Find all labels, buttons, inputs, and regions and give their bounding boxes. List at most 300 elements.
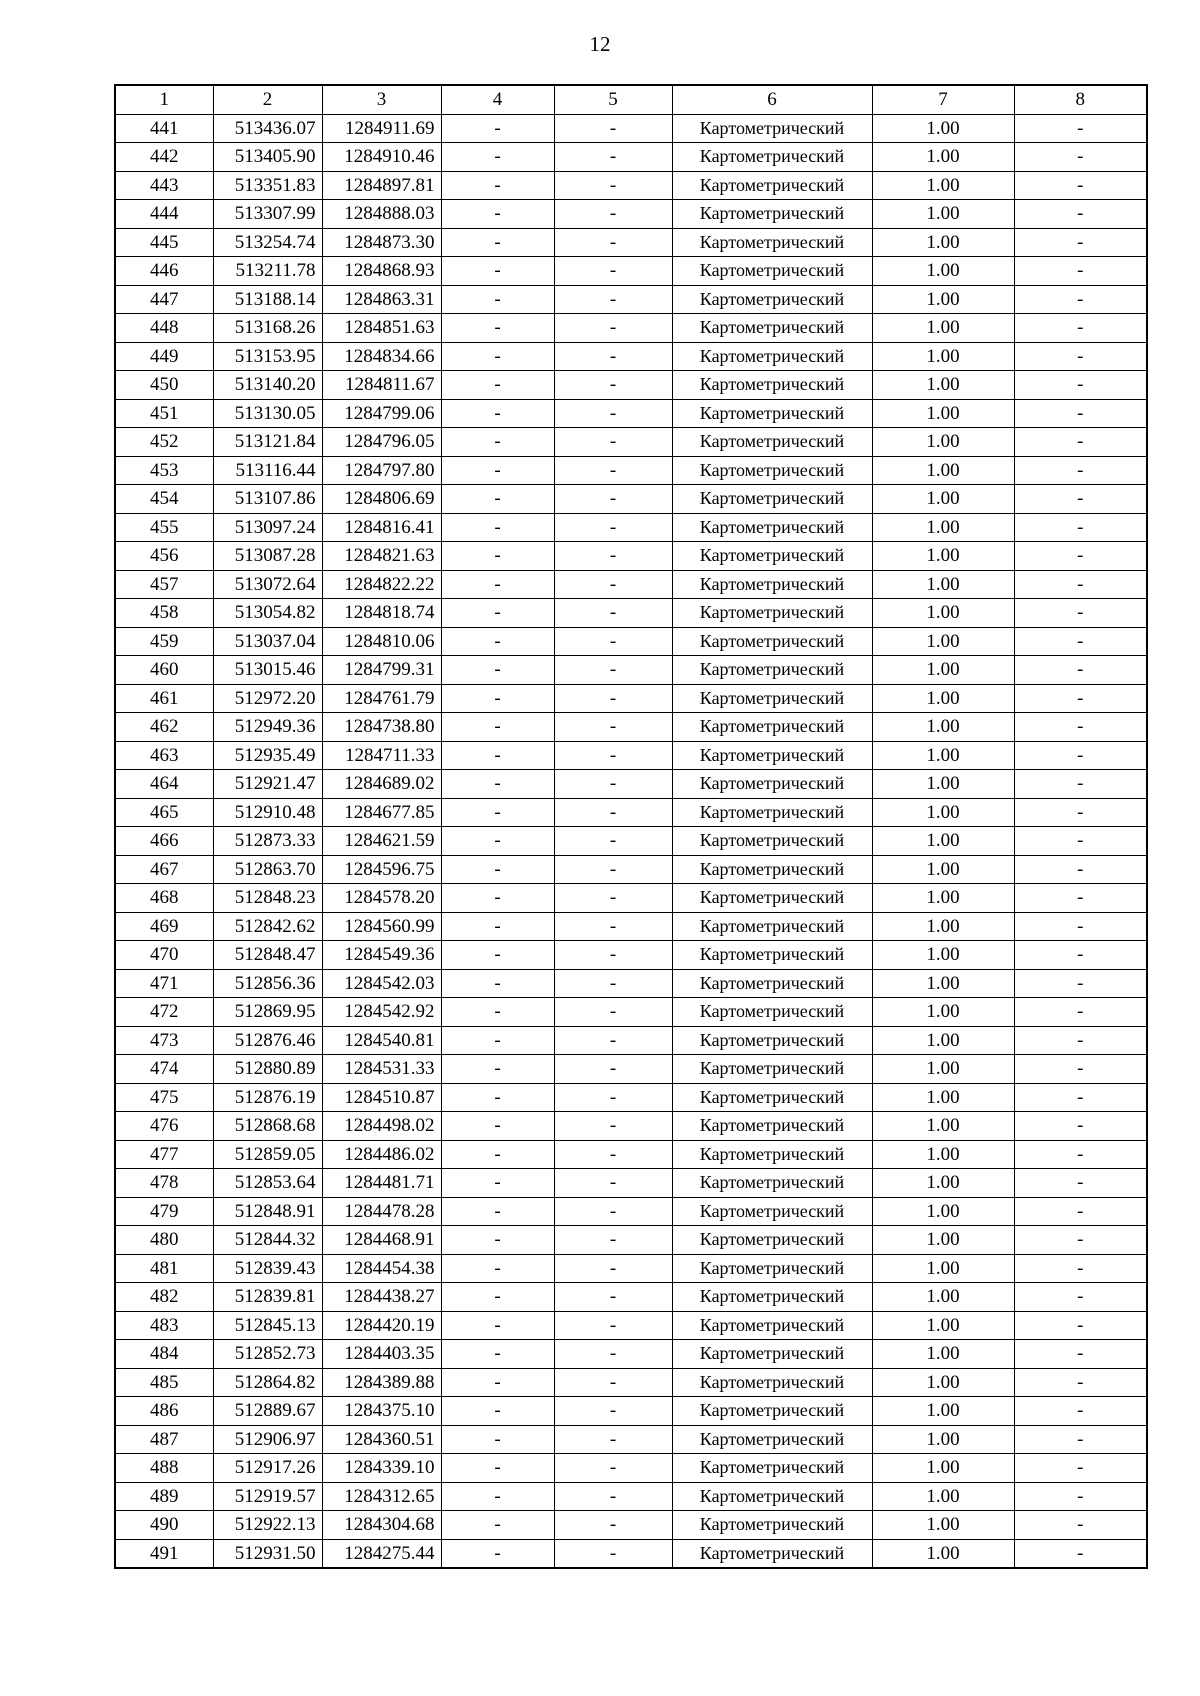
- x-coordinate-cell: 512919.57: [213, 1482, 322, 1511]
- accuracy-cell: 1.00: [872, 1083, 1014, 1112]
- point-number-cell: 450: [115, 371, 213, 400]
- x-coordinate-cell: 513211.78: [213, 257, 322, 286]
- y-coordinate-cell: 1284540.81: [322, 1026, 441, 1055]
- col4-cell: -: [441, 1454, 554, 1483]
- method-cell: Картометрический: [672, 1083, 872, 1112]
- x-coordinate-cell: 512876.19: [213, 1083, 322, 1112]
- accuracy-cell: 1.00: [872, 969, 1014, 998]
- col5-cell: -: [554, 1482, 672, 1511]
- y-coordinate-cell: 1284531.33: [322, 1055, 441, 1084]
- x-coordinate-cell: 513037.04: [213, 627, 322, 656]
- point-number-cell: 443: [115, 171, 213, 200]
- col4-cell: -: [441, 1311, 554, 1340]
- method-cell: Картометрический: [672, 1454, 872, 1483]
- col4-cell: -: [441, 228, 554, 257]
- accuracy-cell: 1.00: [872, 143, 1014, 172]
- point-number-cell: 460: [115, 656, 213, 685]
- y-coordinate-cell: 1284761.79: [322, 684, 441, 713]
- col4-cell: -: [441, 456, 554, 485]
- col4-cell: -: [441, 1539, 554, 1568]
- method-cell: Картометрический: [672, 713, 872, 742]
- method-cell: Картометрический: [672, 1283, 872, 1312]
- col4-cell: -: [441, 143, 554, 172]
- col4-cell: -: [441, 1169, 554, 1198]
- table-row: [115, 314, 1147, 343]
- y-coordinate-cell: 1284897.81: [322, 171, 441, 200]
- table-body: [115, 114, 1147, 1568]
- col4-cell: -: [441, 570, 554, 599]
- table-row: [115, 171, 1147, 200]
- col8-cell: -: [1014, 1454, 1147, 1483]
- y-coordinate-cell: 1284510.87: [322, 1083, 441, 1112]
- col4-cell: -: [441, 1511, 554, 1540]
- y-coordinate-cell: 1284560.99: [322, 912, 441, 941]
- table-row: [115, 1169, 1147, 1198]
- col4-cell: -: [441, 285, 554, 314]
- col8-cell: -: [1014, 941, 1147, 970]
- col8-cell: -: [1014, 428, 1147, 457]
- col8-cell: -: [1014, 1169, 1147, 1198]
- method-cell: Картометрический: [672, 1226, 872, 1255]
- table-row: [115, 371, 1147, 400]
- col5-cell: -: [554, 513, 672, 542]
- col5-cell: -: [554, 998, 672, 1027]
- y-coordinate-cell: 1284822.22: [322, 570, 441, 599]
- point-number-cell: 464: [115, 770, 213, 799]
- method-cell: Картометрический: [672, 1055, 872, 1084]
- col4-cell: -: [441, 599, 554, 628]
- col8-cell: -: [1014, 513, 1147, 542]
- col5-cell: -: [554, 428, 672, 457]
- table-row: [115, 969, 1147, 998]
- col4-cell: -: [441, 314, 554, 343]
- col5-cell: -: [554, 314, 672, 343]
- y-coordinate-cell: 1284888.03: [322, 200, 441, 229]
- col8-cell: -: [1014, 1226, 1147, 1255]
- point-number-cell: 490: [115, 1511, 213, 1540]
- col4-cell: -: [441, 684, 554, 713]
- x-coordinate-cell: 512935.49: [213, 741, 322, 770]
- accuracy-cell: 1.00: [872, 884, 1014, 913]
- method-cell: Картометрический: [672, 1311, 872, 1340]
- table-row: [115, 1283, 1147, 1312]
- x-coordinate-cell: 513351.83: [213, 171, 322, 200]
- x-coordinate-cell: 512845.13: [213, 1311, 322, 1340]
- col4-cell: -: [441, 1340, 554, 1369]
- col8-cell: -: [1014, 114, 1147, 143]
- col8-cell: -: [1014, 1397, 1147, 1426]
- column-header-1: 1: [115, 85, 213, 114]
- method-cell: Картометрический: [672, 1340, 872, 1369]
- col5-cell: -: [554, 656, 672, 685]
- method-cell: Картометрический: [672, 912, 872, 941]
- col4-cell: -: [441, 941, 554, 970]
- method-cell: Картометрический: [672, 627, 872, 656]
- y-coordinate-cell: 1284677.85: [322, 798, 441, 827]
- col8-cell: -: [1014, 228, 1147, 257]
- x-coordinate-cell: 512917.26: [213, 1454, 322, 1483]
- method-cell: Картометрический: [672, 570, 872, 599]
- col4-cell: -: [441, 1254, 554, 1283]
- col8-cell: -: [1014, 969, 1147, 998]
- y-coordinate-cell: 1284438.27: [322, 1283, 441, 1312]
- x-coordinate-cell: 513436.07: [213, 114, 322, 143]
- point-number-cell: 447: [115, 285, 213, 314]
- method-cell: Картометрический: [672, 656, 872, 685]
- y-coordinate-cell: 1284486.02: [322, 1140, 441, 1169]
- y-coordinate-cell: 1284481.71: [322, 1169, 441, 1198]
- y-coordinate-cell: 1284834.66: [322, 342, 441, 371]
- col8-cell: -: [1014, 371, 1147, 400]
- y-coordinate-cell: 1284910.46: [322, 143, 441, 172]
- point-number-cell: 446: [115, 257, 213, 286]
- x-coordinate-cell: 513140.20: [213, 371, 322, 400]
- col5-cell: -: [554, 285, 672, 314]
- y-coordinate-cell: 1284873.30: [322, 228, 441, 257]
- table-row: [115, 114, 1147, 143]
- y-coordinate-cell: 1284911.69: [322, 114, 441, 143]
- col4-cell: -: [441, 713, 554, 742]
- y-coordinate-cell: 1284375.10: [322, 1397, 441, 1426]
- y-coordinate-cell: 1284542.03: [322, 969, 441, 998]
- col8-cell: -: [1014, 542, 1147, 571]
- x-coordinate-cell: 513072.64: [213, 570, 322, 599]
- accuracy-cell: 1.00: [872, 1140, 1014, 1169]
- accuracy-cell: 1.00: [872, 684, 1014, 713]
- point-number-cell: 476: [115, 1112, 213, 1141]
- point-number-cell: 482: [115, 1283, 213, 1312]
- col5-cell: -: [554, 827, 672, 856]
- point-number-cell: 479: [115, 1197, 213, 1226]
- table-row: [115, 599, 1147, 628]
- point-number-cell: 474: [115, 1055, 213, 1084]
- col8-cell: -: [1014, 855, 1147, 884]
- col5-cell: -: [554, 941, 672, 970]
- y-coordinate-cell: 1284811.67: [322, 371, 441, 400]
- x-coordinate-cell: 512842.62: [213, 912, 322, 941]
- accuracy-cell: 1.00: [872, 1254, 1014, 1283]
- col4-cell: -: [441, 998, 554, 1027]
- point-number-cell: 469: [115, 912, 213, 941]
- accuracy-cell: 1.00: [872, 627, 1014, 656]
- table-row: [115, 428, 1147, 457]
- x-coordinate-cell: 513116.44: [213, 456, 322, 485]
- col4-cell: -: [441, 1397, 554, 1426]
- col4-cell: -: [441, 485, 554, 514]
- y-coordinate-cell: 1284360.51: [322, 1425, 441, 1454]
- col4-cell: -: [441, 656, 554, 685]
- col4-cell: -: [441, 855, 554, 884]
- x-coordinate-cell: 512931.50: [213, 1539, 322, 1568]
- method-cell: Картометрический: [672, 1140, 872, 1169]
- col5-cell: -: [554, 1254, 672, 1283]
- col5-cell: -: [554, 1283, 672, 1312]
- column-header-8: 8: [1014, 85, 1147, 114]
- col5-cell: -: [554, 1340, 672, 1369]
- col4-cell: -: [441, 741, 554, 770]
- x-coordinate-cell: 512972.20: [213, 684, 322, 713]
- col5-cell: -: [554, 114, 672, 143]
- method-cell: Картометрический: [672, 1539, 872, 1568]
- accuracy-cell: 1.00: [872, 1169, 1014, 1198]
- x-coordinate-cell: 513097.24: [213, 513, 322, 542]
- table-row: [115, 1055, 1147, 1084]
- col5-cell: -: [554, 1397, 672, 1426]
- col4-cell: -: [441, 1055, 554, 1084]
- table-row: [115, 998, 1147, 1027]
- col8-cell: -: [1014, 627, 1147, 656]
- point-number-cell: 480: [115, 1226, 213, 1255]
- col8-cell: -: [1014, 656, 1147, 685]
- point-number-cell: 465: [115, 798, 213, 827]
- col5-cell: -: [554, 1055, 672, 1084]
- col4-cell: -: [441, 1368, 554, 1397]
- col5-cell: -: [554, 399, 672, 428]
- method-cell: Картометрический: [672, 228, 872, 257]
- y-coordinate-cell: 1284689.02: [322, 770, 441, 799]
- x-coordinate-cell: 513087.28: [213, 542, 322, 571]
- x-coordinate-cell: 513107.86: [213, 485, 322, 514]
- col5-cell: -: [554, 371, 672, 400]
- col8-cell: -: [1014, 456, 1147, 485]
- table-row: [115, 143, 1147, 172]
- coordinates-table: [114, 84, 1148, 1569]
- table-row: [115, 656, 1147, 685]
- accuracy-cell: 1.00: [872, 1026, 1014, 1055]
- y-coordinate-cell: 1284821.63: [322, 542, 441, 571]
- col5-cell: -: [554, 1026, 672, 1055]
- method-cell: Картометрический: [672, 798, 872, 827]
- x-coordinate-cell: 512848.23: [213, 884, 322, 913]
- col8-cell: -: [1014, 1112, 1147, 1141]
- y-coordinate-cell: 1284806.69: [322, 485, 441, 514]
- x-coordinate-cell: 512864.82: [213, 1368, 322, 1397]
- table-row: [115, 1368, 1147, 1397]
- accuracy-cell: 1.00: [872, 1368, 1014, 1397]
- point-number-cell: 444: [115, 200, 213, 229]
- col8-cell: -: [1014, 713, 1147, 742]
- accuracy-cell: 1.00: [872, 428, 1014, 457]
- col4-cell: -: [441, 428, 554, 457]
- point-number-cell: 467: [115, 855, 213, 884]
- accuracy-cell: 1.00: [872, 1311, 1014, 1340]
- x-coordinate-cell: 513307.99: [213, 200, 322, 229]
- y-coordinate-cell: 1284797.80: [322, 456, 441, 485]
- accuracy-cell: 1.00: [872, 513, 1014, 542]
- col4-cell: -: [441, 770, 554, 799]
- col5-cell: -: [554, 1368, 672, 1397]
- table-row: [115, 1454, 1147, 1483]
- x-coordinate-cell: 512868.68: [213, 1112, 322, 1141]
- col8-cell: -: [1014, 912, 1147, 941]
- method-cell: Картометрический: [672, 1425, 872, 1454]
- accuracy-cell: 1.00: [872, 371, 1014, 400]
- table-row: [115, 570, 1147, 599]
- table-row: [115, 912, 1147, 941]
- y-coordinate-cell: 1284275.44: [322, 1539, 441, 1568]
- table-row: [115, 884, 1147, 913]
- y-coordinate-cell: 1284454.38: [322, 1254, 441, 1283]
- col5-cell: -: [554, 770, 672, 799]
- table-row: [115, 1340, 1147, 1369]
- col8-cell: -: [1014, 1055, 1147, 1084]
- x-coordinate-cell: 513188.14: [213, 285, 322, 314]
- col5-cell: -: [554, 228, 672, 257]
- col8-cell: -: [1014, 1368, 1147, 1397]
- point-number-cell: 470: [115, 941, 213, 970]
- point-number-cell: 455: [115, 513, 213, 542]
- x-coordinate-cell: 513121.84: [213, 428, 322, 457]
- col5-cell: -: [554, 1511, 672, 1540]
- col8-cell: -: [1014, 998, 1147, 1027]
- point-number-cell: 491: [115, 1539, 213, 1568]
- point-number-cell: 472: [115, 998, 213, 1027]
- table-row: [115, 456, 1147, 485]
- point-number-cell: 448: [115, 314, 213, 343]
- x-coordinate-cell: 513153.95: [213, 342, 322, 371]
- col5-cell: -: [554, 1425, 672, 1454]
- y-coordinate-cell: 1284799.31: [322, 656, 441, 685]
- point-number-cell: 462: [115, 713, 213, 742]
- accuracy-cell: 1.00: [872, 542, 1014, 571]
- col4-cell: -: [441, 1425, 554, 1454]
- accuracy-cell: 1.00: [872, 314, 1014, 343]
- col5-cell: -: [554, 1140, 672, 1169]
- method-cell: Картометрический: [672, 428, 872, 457]
- col8-cell: -: [1014, 1511, 1147, 1540]
- y-coordinate-cell: 1284868.93: [322, 257, 441, 286]
- accuracy-cell: 1.00: [872, 1197, 1014, 1226]
- col5-cell: -: [554, 171, 672, 200]
- accuracy-cell: 1.00: [872, 1226, 1014, 1255]
- column-header-3: 3: [322, 85, 441, 114]
- method-cell: Картометрический: [672, 1254, 872, 1283]
- col8-cell: -: [1014, 1482, 1147, 1511]
- x-coordinate-cell: 512876.46: [213, 1026, 322, 1055]
- y-coordinate-cell: 1284549.36: [322, 941, 441, 970]
- table-row: [115, 1226, 1147, 1255]
- col4-cell: -: [441, 371, 554, 400]
- col4-cell: -: [441, 969, 554, 998]
- col5-cell: -: [554, 1226, 672, 1255]
- accuracy-cell: 1.00: [872, 285, 1014, 314]
- y-coordinate-cell: 1284403.35: [322, 1340, 441, 1369]
- accuracy-cell: 1.00: [872, 257, 1014, 286]
- page-number: 12: [589, 32, 611, 56]
- col5-cell: -: [554, 1083, 672, 1112]
- col8-cell: -: [1014, 827, 1147, 856]
- col5-cell: -: [554, 713, 672, 742]
- method-cell: Картометрический: [672, 371, 872, 400]
- col4-cell: -: [441, 1197, 554, 1226]
- y-coordinate-cell: 1284810.06: [322, 627, 441, 656]
- col8-cell: -: [1014, 257, 1147, 286]
- x-coordinate-cell: 512848.91: [213, 1197, 322, 1226]
- point-number-cell: 463: [115, 741, 213, 770]
- y-coordinate-cell: 1284389.88: [322, 1368, 441, 1397]
- accuracy-cell: 1.00: [872, 855, 1014, 884]
- y-coordinate-cell: 1284816.41: [322, 513, 441, 542]
- table-row: [115, 855, 1147, 884]
- x-coordinate-cell: 512910.48: [213, 798, 322, 827]
- table-row: [115, 1197, 1147, 1226]
- method-cell: Картометрический: [672, 171, 872, 200]
- method-cell: Картометрический: [672, 855, 872, 884]
- accuracy-cell: 1.00: [872, 941, 1014, 970]
- method-cell: Картометрический: [672, 1397, 872, 1426]
- table-row: [115, 485, 1147, 514]
- column-header-4: 4: [441, 85, 554, 114]
- col8-cell: -: [1014, 1340, 1147, 1369]
- col4-cell: -: [441, 114, 554, 143]
- table-row: [115, 542, 1147, 571]
- col5-cell: -: [554, 912, 672, 941]
- x-coordinate-cell: 512869.95: [213, 998, 322, 1027]
- table-row: [115, 1539, 1147, 1568]
- x-coordinate-cell: 512873.33: [213, 827, 322, 856]
- col4-cell: -: [441, 884, 554, 913]
- point-number-cell: 486: [115, 1397, 213, 1426]
- col5-cell: -: [554, 1197, 672, 1226]
- accuracy-cell: 1.00: [872, 1112, 1014, 1141]
- accuracy-cell: 1.00: [872, 570, 1014, 599]
- point-number-cell: 454: [115, 485, 213, 514]
- accuracy-cell: 1.00: [872, 798, 1014, 827]
- col8-cell: -: [1014, 485, 1147, 514]
- col5-cell: -: [554, 1112, 672, 1141]
- col4-cell: -: [441, 1140, 554, 1169]
- col4-cell: -: [441, 1112, 554, 1141]
- table-row: [115, 941, 1147, 970]
- col8-cell: -: [1014, 1026, 1147, 1055]
- x-coordinate-cell: 512863.70: [213, 855, 322, 884]
- accuracy-cell: 1.00: [872, 228, 1014, 257]
- method-cell: Картометрический: [672, 114, 872, 143]
- col8-cell: -: [1014, 1197, 1147, 1226]
- accuracy-cell: 1.00: [872, 456, 1014, 485]
- point-number-cell: 452: [115, 428, 213, 457]
- col5-cell: -: [554, 570, 672, 599]
- col5-cell: -: [554, 542, 672, 571]
- y-coordinate-cell: 1284312.65: [322, 1482, 441, 1511]
- accuracy-cell: 1.00: [872, 114, 1014, 143]
- x-coordinate-cell: 512859.05: [213, 1140, 322, 1169]
- method-cell: Картометрический: [672, 1197, 872, 1226]
- point-number-cell: 484: [115, 1340, 213, 1369]
- accuracy-cell: 1.00: [872, 1283, 1014, 1312]
- table-row: [115, 627, 1147, 656]
- point-number-cell: 442: [115, 143, 213, 172]
- x-coordinate-cell: 513254.74: [213, 228, 322, 257]
- method-cell: Картометрический: [672, 941, 872, 970]
- col4-cell: -: [441, 171, 554, 200]
- point-number-cell: 488: [115, 1454, 213, 1483]
- col5-cell: -: [554, 257, 672, 286]
- col5-cell: -: [554, 456, 672, 485]
- y-coordinate-cell: 1284738.80: [322, 713, 441, 742]
- col8-cell: -: [1014, 570, 1147, 599]
- point-number-cell: 445: [115, 228, 213, 257]
- y-coordinate-cell: 1284863.31: [322, 285, 441, 314]
- y-coordinate-cell: 1284420.19: [322, 1311, 441, 1340]
- col5-cell: -: [554, 342, 672, 371]
- table-row: [115, 1482, 1147, 1511]
- col5-cell: -: [554, 1454, 672, 1483]
- column-header-7: 7: [872, 85, 1014, 114]
- accuracy-cell: 1.00: [872, 1425, 1014, 1454]
- col8-cell: -: [1014, 798, 1147, 827]
- table-row: [115, 257, 1147, 286]
